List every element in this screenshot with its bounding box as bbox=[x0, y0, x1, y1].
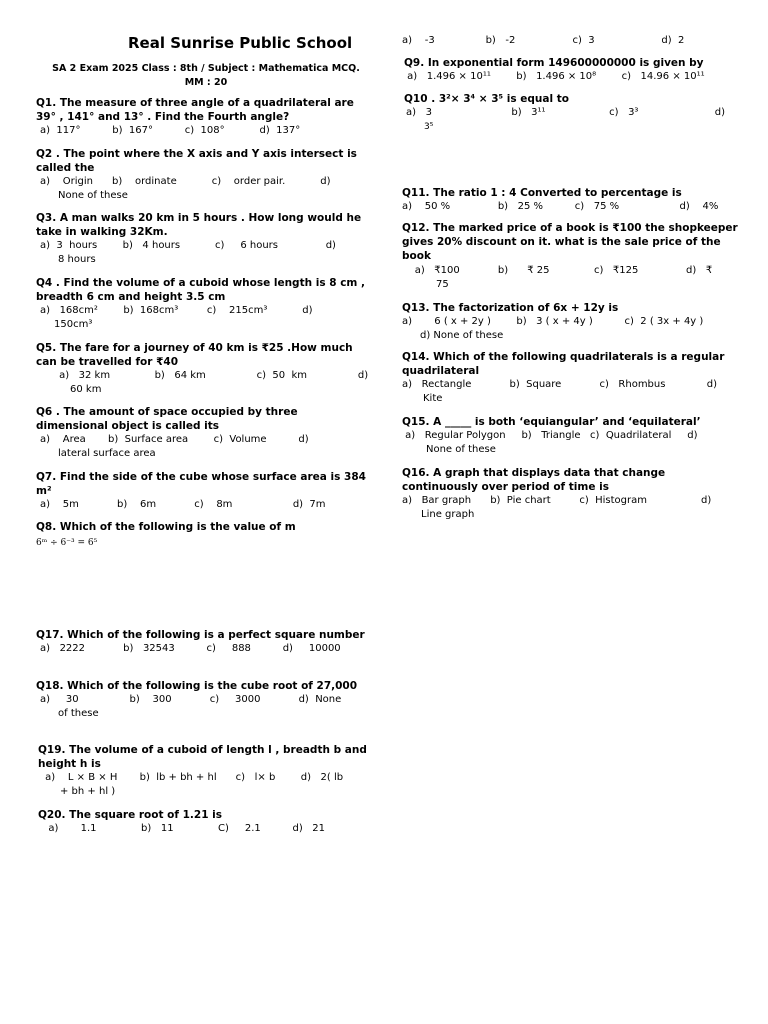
question-options-cont: Line graph bbox=[421, 509, 475, 521]
question-text: Q19. The volume of a cuboid of length l , breadth b and height h is bbox=[38, 744, 367, 771]
question-options-cont: d) None of these bbox=[420, 330, 504, 342]
question-text: Q14. Which of the following quadrilaterals is a regular quadrilateral bbox=[402, 351, 725, 378]
question-options: a) 30 b) 300 c) 3000 d) None bbox=[40, 694, 342, 706]
question-options: a) 117° b) 167° c) 108° d) 137° bbox=[40, 125, 301, 137]
question-8 bbox=[36, 520, 366, 550]
question-7 bbox=[36, 470, 366, 512]
question-17 bbox=[36, 628, 366, 656]
question-text: Q8. Which of the following is the value of m bbox=[36, 521, 296, 533]
question-options: a) Area b) Surface area c) Volume d) bbox=[40, 434, 309, 446]
question-options-cont: Kite bbox=[423, 393, 443, 405]
question-options: a) Regular Polygon b) Triangle c) Quadrilateral d) bbox=[402, 430, 698, 442]
question-options: a) ₹100 b) ₹ 25 c) ₹125 d) ₹ bbox=[402, 264, 713, 276]
question-formula: 6ᵐ ÷ 6⁻³ = 6⁵ bbox=[36, 538, 98, 549]
question-text: Q2 . The point where the X axis and Y axis intersect is called the bbox=[36, 148, 357, 175]
question-9 bbox=[404, 56, 744, 84]
question-19 bbox=[38, 743, 368, 799]
question-5 bbox=[36, 341, 369, 397]
question-options: a) 2222 b) 32543 c) 888 d) 10000 bbox=[40, 643, 341, 655]
question-text: Q18. Which of the following is the cube root of 27,000 bbox=[36, 680, 358, 692]
question-text: Q12. The marked price of a book is ₹100 the shopkeeper gives 20% discount on it. what is the sale price of the book bbox=[402, 222, 738, 263]
question-options: a) 32 km b) 64 km c) 50 km d) bbox=[40, 370, 369, 382]
question-text: Q20. The square root of 1.21 is bbox=[38, 809, 223, 821]
question-options-cont: None of these bbox=[58, 190, 128, 202]
question-text: Q15. A _____ is both ‘equiangular’ and ‘equilateral’ bbox=[402, 416, 701, 428]
exam-info bbox=[36, 62, 376, 90]
question-text: Q6 . The amount of space occupied by three dimensional object is called its bbox=[36, 406, 298, 433]
question-options: a) Origin b) ordinate c) order pair. d) bbox=[40, 176, 331, 188]
question-text: Q1. The measure of three angle of a quadrilateral are 39° , 141° and 13° . Find the Fourth angle? bbox=[36, 97, 354, 124]
question-options-cont: 150cm³ bbox=[54, 319, 93, 331]
question-4 bbox=[36, 276, 366, 332]
question-text: Q10 . 3²× 3⁴ × 3⁵ is equal to bbox=[404, 93, 569, 105]
question-2 bbox=[36, 147, 366, 203]
question-6 bbox=[36, 405, 366, 461]
question-options: a) L × B × H b) lb + bh + hl c) l× b d) 2( lb bbox=[42, 772, 344, 784]
question-1 bbox=[36, 96, 366, 138]
question-options-cont: 75 bbox=[436, 278, 449, 290]
question-text: Q7. Find the side of the cube whose surface area is 384 m² bbox=[36, 471, 366, 498]
question-11 bbox=[402, 186, 742, 214]
question-text: Q13. The factorization of 6x + 12y is bbox=[402, 302, 619, 314]
question-text: Q9. In exponential form 149600000000 is given by bbox=[404, 57, 704, 69]
question-options-cont: None of these bbox=[426, 444, 496, 456]
question-text: Q17. Which of the following is a perfect square number bbox=[36, 629, 365, 641]
question-20 bbox=[38, 808, 368, 836]
question-options: a) 6 ( x + 2y ) b) 3 ( x + 4y ) c) 2 ( 3x + 4y ) bbox=[402, 316, 704, 328]
question-options: a) 168cm² b) 168cm³ c) 215cm³ d) bbox=[40, 305, 313, 317]
question-options: a) 1.1 b) 11 C) 2.1 d) 21 bbox=[42, 823, 326, 835]
question-text: Q16. A graph that displays data that change continuously over period of time is bbox=[402, 467, 666, 494]
exam-line-1: SA 2 Exam 2025 Class : 8th / Subject : Mathematica MCQ. bbox=[52, 63, 360, 74]
question-8-options bbox=[402, 34, 742, 48]
question-15 bbox=[402, 415, 742, 457]
question-options-cont: of these bbox=[58, 708, 99, 720]
question-text: Q3. A man walks 20 km in 5 hours . How long would he take in walking 32Km. bbox=[36, 212, 362, 239]
question-text: Q11. The ratio 1 : 4 Converted to percentage is bbox=[402, 187, 682, 199]
question-options: a) Bar graph b) Pie chart c) Histogram d) bbox=[402, 495, 712, 507]
question-text: Q4 . Find the volume of a cuboid whose length is 8 cm , breadth 6 cm and height 3.5 cm bbox=[36, 277, 366, 304]
question-text: Q5. The fare for a journey of 40 km is ₹25 .How much can be travelled for ₹40 bbox=[36, 342, 353, 369]
question-options-cont: 3⁵ bbox=[424, 122, 434, 133]
question-14 bbox=[402, 350, 738, 406]
question-options: a) 5m b) 6m c) 8m d) 7m bbox=[40, 499, 326, 511]
question-10 bbox=[404, 92, 744, 134]
question-12 bbox=[402, 221, 738, 292]
exam-line-2: MM : 20 bbox=[184, 77, 228, 88]
question-18 bbox=[36, 679, 366, 721]
question-options: a) 3 hours b) 4 hours c) 6 hours d) bbox=[40, 240, 336, 252]
question-options-cont: 8 hours bbox=[58, 254, 96, 266]
school-title: Real Sunrise Public School bbox=[128, 34, 353, 52]
question-options: a) 50 % b) 25 % c) 75 % d) 4% bbox=[402, 201, 719, 213]
question-13 bbox=[402, 301, 742, 343]
question-16 bbox=[402, 466, 738, 522]
question-options: a) Rectangle b) Square c) Rhombus d) bbox=[402, 379, 718, 391]
question-options: a) 1.496 × 10¹¹ b) 1.496 × 10⁸ c) 14.96 × 10¹¹ bbox=[404, 71, 705, 83]
question-options: a) 3 b) 3¹¹ c) 3³ d) bbox=[406, 107, 725, 119]
question-options-cont: lateral surface area bbox=[58, 448, 156, 460]
question-options-cont: + bh + hl ) bbox=[60, 786, 116, 798]
question-options-cont: 60 km bbox=[70, 384, 102, 396]
question-3 bbox=[36, 211, 366, 267]
question-options: a) -3 b) -2 c) 3 d) 2 bbox=[402, 35, 685, 46]
